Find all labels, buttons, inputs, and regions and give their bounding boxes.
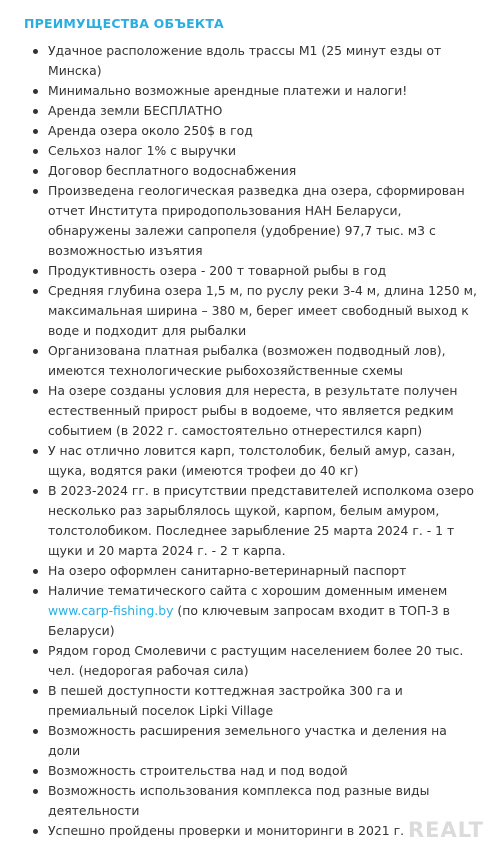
list-item [0, 441, 500, 481]
bullet-icon [33, 789, 38, 794]
bullet-icon [33, 349, 38, 354]
list-item-text: Договор бесплатного водоснабжения [48, 163, 297, 178]
list-item-text: На озере созданы условия для нереста, в результате получен естественный прирост рыбы в водоеме, что является редким событием (в 2022 г. самостоятельно отнерестился карп) [48, 383, 458, 438]
bullet-icon [33, 769, 38, 774]
list-item-text: Продуктивность озера - 200 т товарной рыбы в год [48, 263, 387, 278]
bullet-icon [33, 289, 38, 294]
bullet-icon [33, 89, 38, 94]
bullet-icon [33, 169, 38, 174]
list-item-text: На озеро оформлен санитарно-ветеринарный паспорт [48, 563, 407, 578]
bullet-icon [33, 449, 38, 454]
list-item-website [0, 581, 500, 641]
list-item-text: Аренда озера около 250$ в год [48, 123, 253, 138]
bullet-icon [33, 149, 38, 154]
list-item-text: Минимально возможные арендные платежи и налоги! [48, 83, 408, 98]
list-item-text: В 2023-2024 гг. в присутствии представителей исполкома озеро несколько раз зарыблялось щукой, карпом, белым амуром, толстолобиком. Последнее зарыбление 25 марта 2024 г. - 1 т щуки и 20 марта 2024 г. - 2 т карпа. [48, 483, 474, 558]
bullet-icon [33, 489, 38, 494]
list-item [0, 341, 500, 381]
bullet-icon [33, 49, 38, 54]
bullet-icon [33, 569, 38, 574]
list-item-text: Возможность расширения земельного участка и деления на доли [48, 723, 447, 758]
list-item [0, 261, 500, 281]
list-item-text: В пешей доступности коттеджная застройка 300 га и премиальный поселок Lipki Village [48, 683, 403, 718]
list-item [0, 141, 500, 161]
list-item [0, 41, 500, 81]
list-item-text: Удачное расположение вдоль трассы М1 (25 минут езды от Минска) [48, 43, 442, 78]
list-item [0, 761, 500, 781]
list-item [0, 101, 500, 121]
bullet-icon [33, 589, 38, 594]
list-item-text: Успешно пройдены проверки и мониторинги в 2021 г. [48, 823, 405, 838]
list-item [0, 281, 500, 341]
list-item-text: У нас отлично ловится карп, толстолобик, белый амур, сазан, щука, водятся раки (имеются трофеи до 40 кг) [48, 443, 456, 478]
section-title: ПРЕИМУЩЕСТВА ОБЪЕКТА [24, 16, 224, 31]
list-item [0, 681, 500, 721]
list-item [0, 781, 500, 821]
list-item [0, 81, 500, 101]
list-item [0, 561, 500, 581]
list-item-text: Возможность строительства над и под водой [48, 763, 348, 778]
list-item-text: Средняя глубина озера 1,5 м, по руслу реки 3-4 м, длина 1250 м, максимальная ширина – 380 м, берег имеет свободный выход к воде и подходит для рыбалки [48, 283, 477, 338]
bullet-icon [33, 109, 38, 114]
list-item-text: Произведена геологическая разведка дна озера, сформирован отчет Института природопользования НАН Беларуси, обнаружены залежи сапропеля (удобрение) 97,7 тыс. м3 с возможностью изъятия [48, 183, 465, 258]
list-item-text: Рядом город Смолевичи с растущим населением более 20 тыс. чел. (недорогая рабочая сила) [48, 643, 464, 678]
benefits-list [0, 41, 500, 841]
list-item [0, 381, 500, 441]
bullet-icon [33, 189, 38, 194]
bullet-icon [33, 729, 38, 734]
list-item-text: Аренда земли БЕСПЛАТНО [48, 103, 223, 118]
bullet-icon [33, 389, 38, 394]
bullet-icon [33, 269, 38, 274]
list-item [0, 721, 500, 761]
list-item [0, 641, 500, 681]
bullet-icon [33, 129, 38, 134]
list-item [0, 181, 500, 261]
website-link[interactable]: www.carp-fishing.by [48, 603, 174, 618]
list-item [0, 161, 500, 181]
watermark-logo: REALT [408, 818, 484, 842]
website-item-text-after: (по ключевым запросам входит в ТОП-3 в Беларуси) [48, 603, 450, 638]
bullet-icon [33, 829, 38, 834]
list-item-text: Возможность использования комплекса под разные виды деятельности [48, 783, 430, 818]
bullet-icon [33, 689, 38, 694]
bullet-icon [33, 649, 38, 654]
list-item [0, 121, 500, 141]
list-item [0, 481, 500, 561]
website-item-text-before: Наличие тематического сайта с хорошим доменным именем [48, 583, 448, 598]
list-item-text: Сельхоз налог 1% с выручки [48, 143, 237, 158]
list-item-text: Организована платная рыбалка (возможен подводный лов), имеются технологические рыбохозяйственные схемы [48, 343, 446, 378]
